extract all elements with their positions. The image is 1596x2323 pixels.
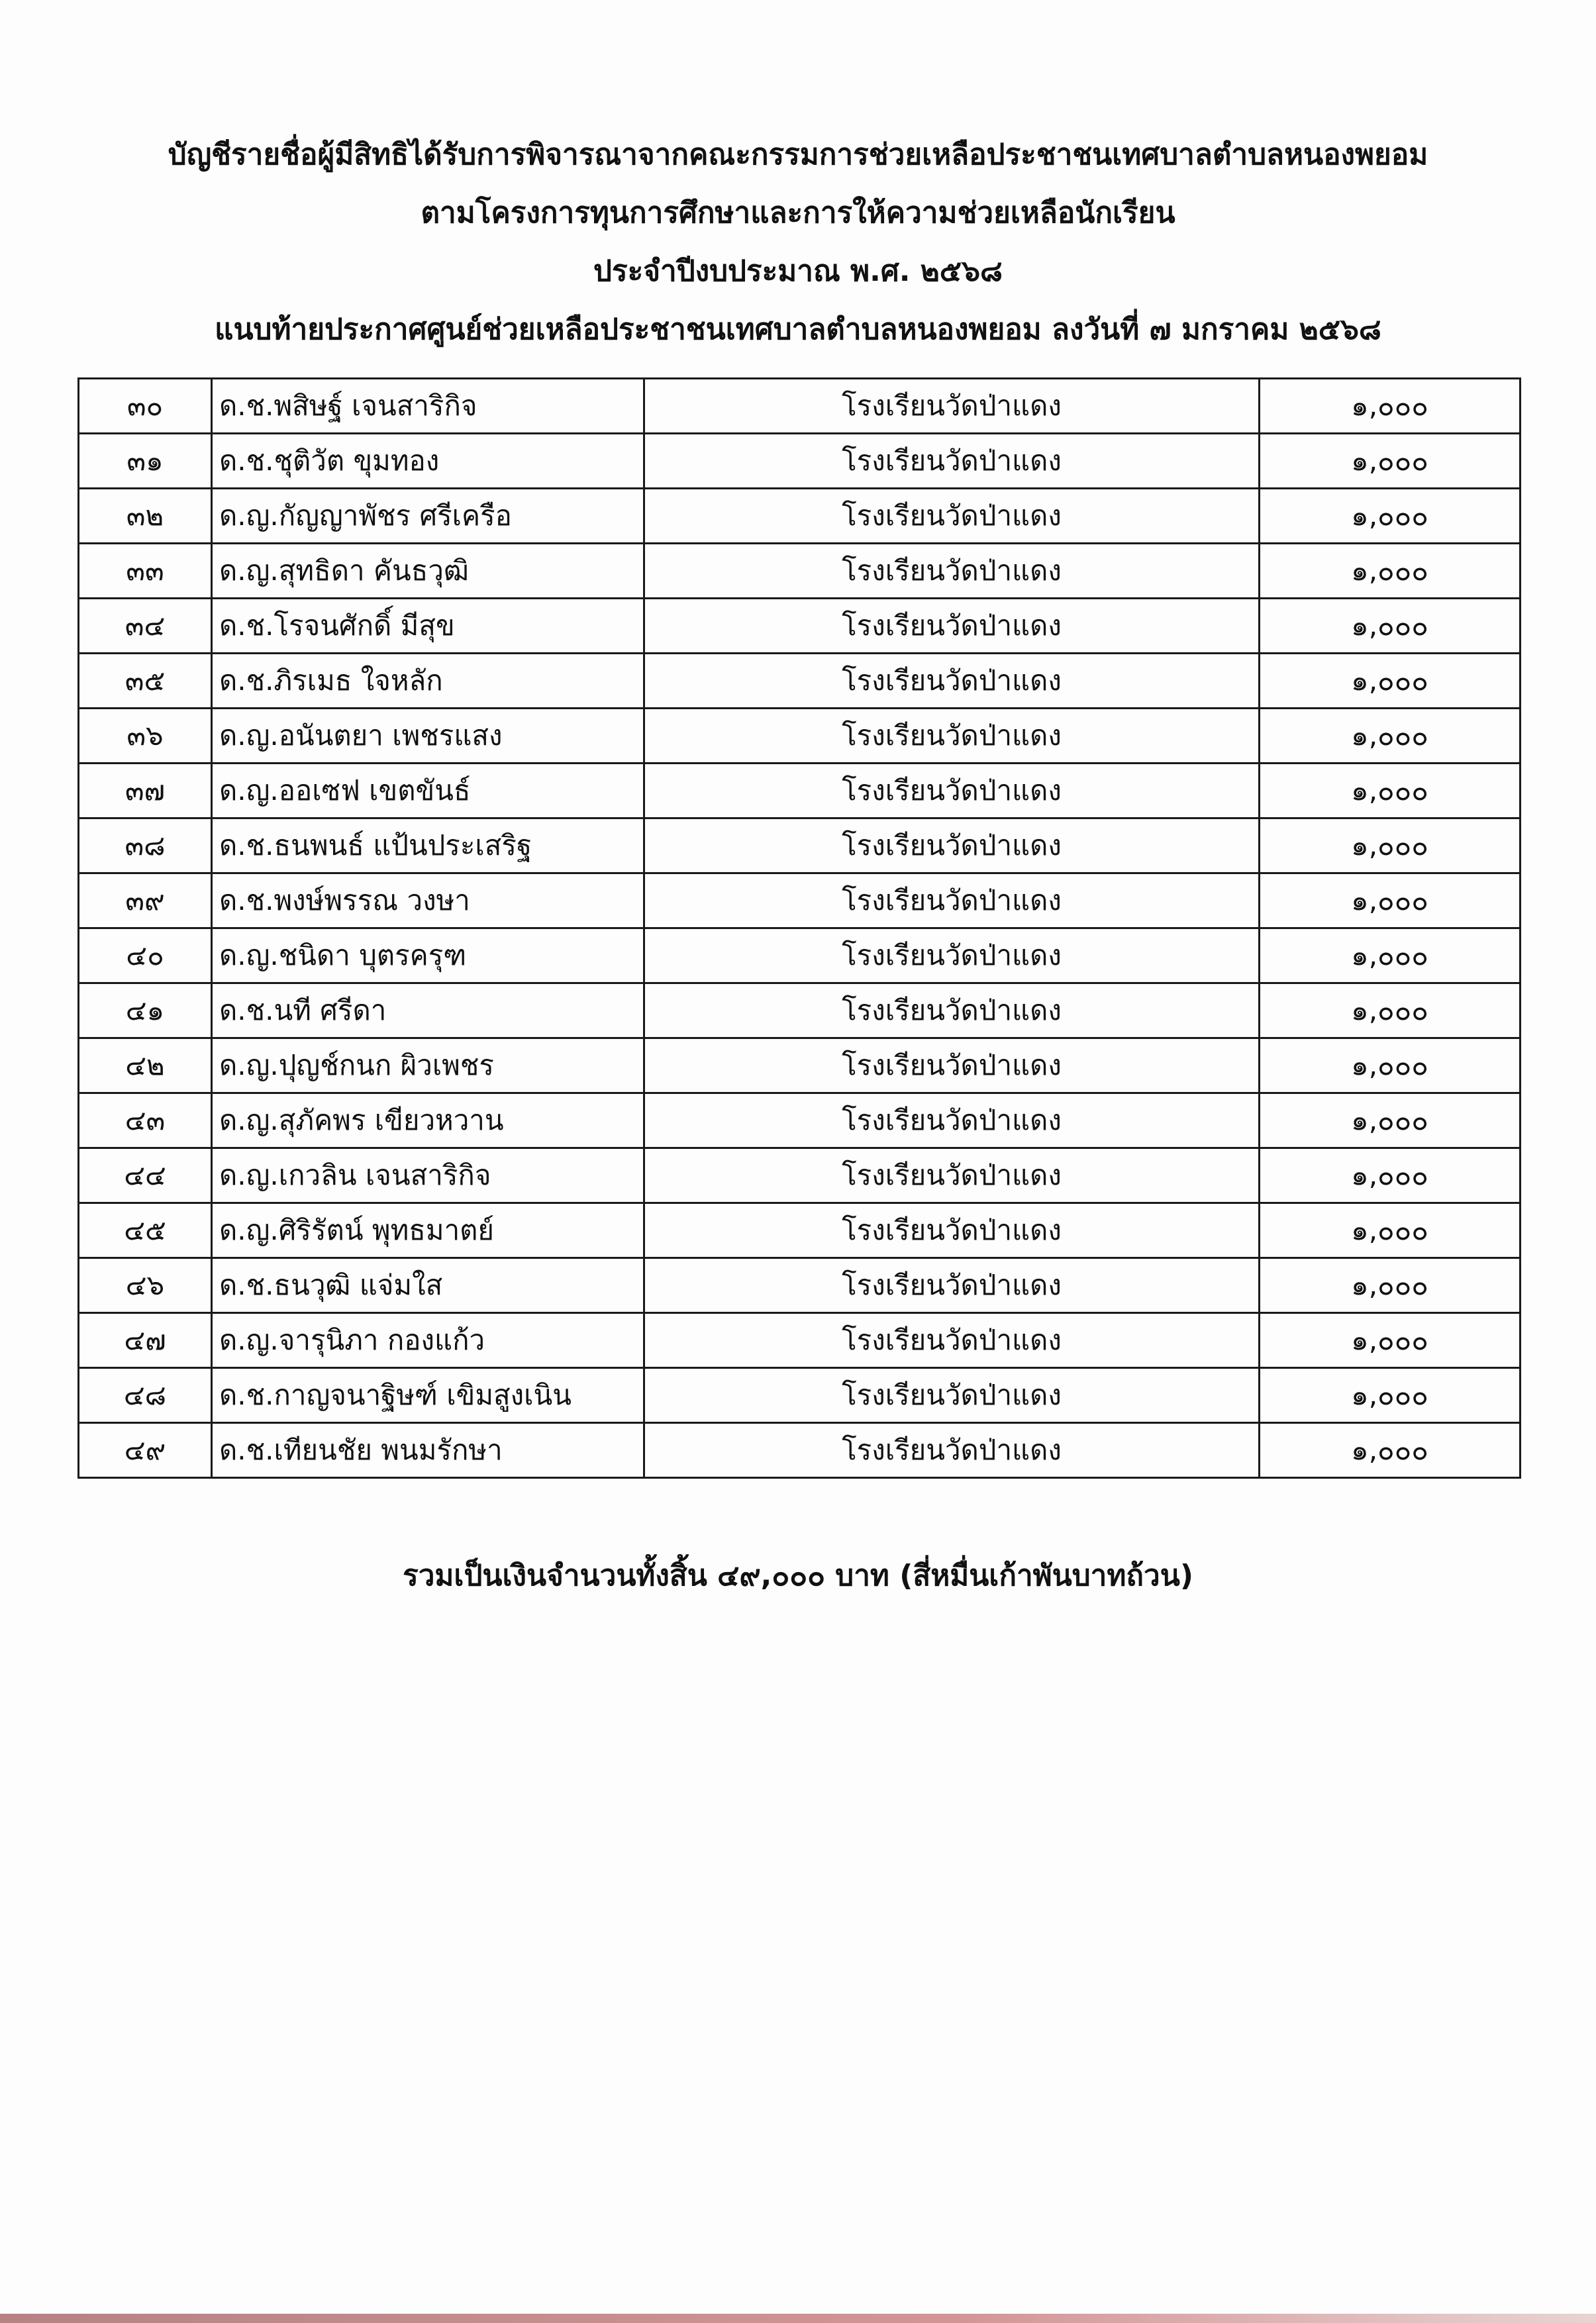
table-row <box>79 1093 1521 1148</box>
table-row <box>79 983 1521 1038</box>
table-row <box>79 1313 1521 1368</box>
row-number: ๓๐ <box>79 379 212 434</box>
school-name: โรงเรียนวัดป่าแดง <box>644 1423 1260 1478</box>
row-number: ๔๗ <box>79 1313 212 1368</box>
row-number: ๔๘ <box>79 1368 212 1423</box>
amount: ๑,๐๐๐ <box>1260 1093 1521 1148</box>
row-number: ๔๓ <box>79 1093 212 1148</box>
recipient-name: ด.ช.พสิษฐ์ เจนสาริกิจ <box>212 379 644 434</box>
row-number: ๔๐ <box>79 928 212 983</box>
school-name: โรงเรียนวัดป่าแดง <box>644 434 1260 489</box>
amount: ๑,๐๐๐ <box>1260 818 1521 873</box>
row-number: ๓๔ <box>79 599 212 654</box>
table-row <box>79 654 1521 709</box>
page-edge-strip <box>0 2314 1596 2323</box>
amount: ๑,๐๐๐ <box>1260 709 1521 764</box>
row-number: ๔๙ <box>79 1423 212 1478</box>
amount: ๑,๐๐๐ <box>1260 764 1521 818</box>
school-name: โรงเรียนวัดป่าแดง <box>644 928 1260 983</box>
recipient-name: ด.ญ.อนันตยา เพชรแสง <box>212 709 644 764</box>
row-number: ๓๕ <box>79 654 212 709</box>
school-name: โรงเรียนวัดป่าแดง <box>644 983 1260 1038</box>
amount: ๑,๐๐๐ <box>1260 1313 1521 1368</box>
school-name: โรงเรียนวัดป่าแดง <box>644 1038 1260 1093</box>
school-name: โรงเรียนวัดป่าแดง <box>644 709 1260 764</box>
table-row <box>79 544 1521 599</box>
school-name: โรงเรียนวัดป่าแดง <box>644 1258 1260 1313</box>
school-name: โรงเรียนวัดป่าแดง <box>644 764 1260 818</box>
recipient-name: ด.ญ.ออเซฟ เขตขันธ์ <box>212 764 644 818</box>
recipient-name: ด.ญ.ปุญช์กนก ผิวเพชร <box>212 1038 644 1093</box>
school-name: โรงเรียนวัดป่าแดง <box>644 818 1260 873</box>
header-title: บัญชีรายชื่อผู้มีสิทธิได้รับการพิจารณาจากคณะกรรมการช่วยเหลือประชาชนเทศบาลตำบลหนองพยอม <box>168 138 1428 172</box>
table-row <box>79 709 1521 764</box>
school-name: โรงเรียนวัดป่าแดง <box>644 1093 1260 1148</box>
amount: ๑,๐๐๐ <box>1260 599 1521 654</box>
row-number: ๓๓ <box>79 544 212 599</box>
row-number: ๔๑ <box>79 983 212 1038</box>
header-fiscal-year: ประจำปีงบประมาณ พ.ศ. ๒๕๖๘ <box>593 254 1003 288</box>
table-row <box>79 1038 1521 1093</box>
recipient-name: ด.ญ.สุภัคพร เขียวหวาน <box>212 1093 644 1148</box>
recipient-name: ด.ช.พงษ์พรรณ วงษา <box>212 873 644 928</box>
amount: ๑,๐๐๐ <box>1260 379 1521 434</box>
amount: ๑,๐๐๐ <box>1260 544 1521 599</box>
header-project: ตามโครงการทุนการศึกษาและการให้ความช่วยเหลือนักเรียน <box>421 196 1175 230</box>
table-row <box>79 928 1521 983</box>
school-name: โรงเรียนวัดป่าแดง <box>644 489 1260 544</box>
recipient-name: ด.ญ.เกวลิน เจนสาริกิจ <box>212 1148 644 1203</box>
recipient-name: ด.ญ.ชนิดา บุตรครุฑ <box>212 928 644 983</box>
amount: ๑,๐๐๐ <box>1260 654 1521 709</box>
table-row <box>79 434 1521 489</box>
school-name: โรงเรียนวัดป่าแดง <box>644 379 1260 434</box>
school-name: โรงเรียนวัดป่าแดง <box>644 1368 1260 1423</box>
amount: ๑,๐๐๐ <box>1260 928 1521 983</box>
row-number: ๔๔ <box>79 1148 212 1203</box>
table-row <box>79 1368 1521 1423</box>
row-number: ๓๘ <box>79 818 212 873</box>
table-row <box>79 764 1521 818</box>
table-row <box>79 873 1521 928</box>
row-number: ๓๖ <box>79 709 212 764</box>
table-row <box>79 489 1521 544</box>
row-number: ๔๖ <box>79 1258 212 1313</box>
recipient-name: ด.ช.ธนพนธ์ แป้นประเสริฐ <box>212 818 644 873</box>
recipient-name: ด.ญ.กัญญาพัชร ศรีเครือ <box>212 489 644 544</box>
row-number: ๓๗ <box>79 764 212 818</box>
recipient-name: ด.ช.นที ศรีดา <box>212 983 644 1038</box>
school-name: โรงเรียนวัดป่าแดง <box>644 873 1260 928</box>
amount: ๑,๐๐๐ <box>1260 1423 1521 1478</box>
recipient-table-body <box>79 379 1521 1478</box>
recipient-name: ด.ช.ภิรเมธ ใจหลัก <box>212 654 644 709</box>
amount: ๑,๐๐๐ <box>1260 1368 1521 1423</box>
amount: ๑,๐๐๐ <box>1260 434 1521 489</box>
recipient-name: ด.ช.กาญจนาฐิษฑ์ เขิมสูงเนิน <box>212 1368 644 1423</box>
school-name: โรงเรียนวัดป่าแดง <box>644 599 1260 654</box>
recipient-name: ด.ช.ชุติวัต ขุมทอง <box>212 434 644 489</box>
table-row <box>79 1203 1521 1258</box>
amount: ๑,๐๐๐ <box>1260 1258 1521 1313</box>
recipient-table <box>77 377 1521 1479</box>
school-name: โรงเรียนวัดป่าแดง <box>644 654 1260 709</box>
recipient-name: ด.ช.เทียนชัย พนมรักษา <box>212 1423 644 1478</box>
table-row <box>79 1423 1521 1478</box>
school-name: โรงเรียนวัดป่าแดง <box>644 1313 1260 1368</box>
total-summary: รวมเป็นเงินจำนวนทั้งสิ้น ๔๙,๐๐๐ บาท (สี่หมื่นเก้าพันบาทถ้วน) <box>403 1559 1193 1593</box>
recipient-name: ด.ช.โรจนศักดิ์ มีสุข <box>212 599 644 654</box>
school-name: โรงเรียนวัดป่าแดง <box>644 544 1260 599</box>
amount: ๑,๐๐๐ <box>1260 1203 1521 1258</box>
amount: ๑,๐๐๐ <box>1260 489 1521 544</box>
table-row <box>79 818 1521 873</box>
school-name: โรงเรียนวัดป่าแดง <box>644 1148 1260 1203</box>
document-header <box>132 126 1464 359</box>
amount: ๑,๐๐๐ <box>1260 983 1521 1038</box>
recipient-name: ด.ช.ธนวุฒิ แจ่มใส <box>212 1258 644 1313</box>
table-row <box>79 1258 1521 1313</box>
row-number: ๓๒ <box>79 489 212 544</box>
table-row <box>79 1148 1521 1203</box>
table-row <box>79 599 1521 654</box>
row-number: ๓๑ <box>79 434 212 489</box>
recipient-name: ด.ญ.ศิริรัตน์ พุทธมาตย์ <box>212 1203 644 1258</box>
header-attachment: แนบท้ายประกาศศูนย์ช่วยเหลือประชาชนเทศบาลตำบลหนองพยอม ลงวันที่ ๗ มกราคม ๒๕๖๘ <box>215 313 1381 346</box>
recipient-name: ด.ญ.จารุนิภา กองแก้ว <box>212 1313 644 1368</box>
recipient-name: ด.ญ.สุทธิดา คันธวุฒิ <box>212 544 644 599</box>
school-name: โรงเรียนวัดป่าแดง <box>644 1203 1260 1258</box>
row-number: ๓๙ <box>79 873 212 928</box>
row-number: ๔๒ <box>79 1038 212 1093</box>
amount: ๑,๐๐๐ <box>1260 1038 1521 1093</box>
table-row <box>79 379 1521 434</box>
amount: ๑,๐๐๐ <box>1260 1148 1521 1203</box>
row-number: ๔๕ <box>79 1203 212 1258</box>
amount: ๑,๐๐๐ <box>1260 873 1521 928</box>
